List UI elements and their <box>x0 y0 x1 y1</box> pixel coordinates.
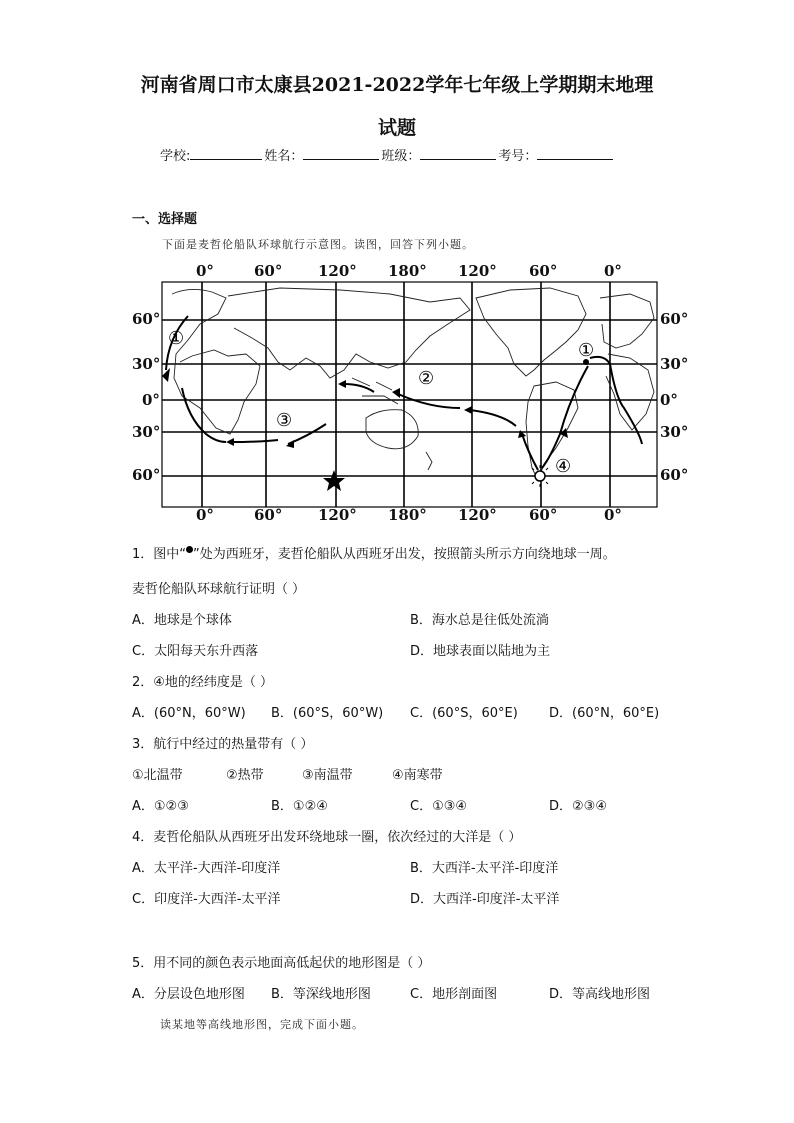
right-lat-label: 30° <box>660 423 689 441</box>
intro2-text: 读某地等高线地形图，完成下面小题。 <box>160 1018 364 1031</box>
bottom-lon-label: 120° <box>318 506 357 524</box>
name-field[interactable] <box>303 147 379 160</box>
q3-option-b[interactable]: B．①②④ <box>271 799 328 814</box>
q5-option-c[interactable]: C．地形剖面图 <box>410 987 498 1002</box>
q5-stem: 5．用不同的颜色表示地面高低起伏的地形图是（ ） <box>132 956 431 971</box>
new-zealand-coast <box>426 452 432 470</box>
marker-2: ② <box>418 368 435 389</box>
q1-stem-a: 1．图中“ <box>132 547 187 562</box>
q1-option-c[interactable]: C．太阳每天东升西落 <box>132 644 259 659</box>
right-lat-label: 0° <box>660 391 678 409</box>
left-lat-label: 30° <box>132 355 161 373</box>
bottom-lon-label: 60° <box>254 506 283 524</box>
bottom-lon-label: 60° <box>529 506 558 524</box>
top-lon-label: 0° <box>196 262 214 280</box>
q4-option-a[interactable]: A．太平洋-大西洋-印度洋 <box>132 861 281 876</box>
marker-4: ④ <box>555 456 572 477</box>
arrowhead <box>338 380 346 388</box>
star-marker <box>323 470 345 491</box>
bottom-lon-label: 0° <box>196 506 214 524</box>
africa-europe-coast <box>172 289 260 434</box>
spain-dot-icon <box>186 546 193 553</box>
q1-option-a[interactable]: A．地球是个球体 <box>132 613 232 628</box>
route-segment <box>470 410 516 426</box>
arrowhead <box>226 438 234 446</box>
arrowhead <box>286 440 294 448</box>
q1-option-b[interactable]: B．海水总是往低处流淌 <box>410 613 549 628</box>
q3-zone: ④南寒带 <box>392 768 443 783</box>
q2-stem: 2．④地的经纬度是（ ） <box>132 675 274 690</box>
q3-stem: 3．航行中经过的热量带有（ ） <box>132 737 314 752</box>
meridian-lines <box>202 282 610 507</box>
intro-text: 下面是麦哲伦船队环球航行示意图。读图，回答下列小题。 <box>162 238 474 251</box>
doc-title-line1: 河南省周口市太康县2021-2022学年七年级上学期期末地理 <box>140 74 654 96</box>
marker-3: ③ <box>276 410 293 431</box>
q4-stem: 4．麦哲伦船队从西班牙出发环绕地球一圈，依次经过的大洋是（ ） <box>132 830 522 845</box>
arrowhead <box>464 406 472 414</box>
right-lat-label: 60° <box>660 466 689 484</box>
left-lat-label: 60° <box>132 466 161 484</box>
q2-option-a[interactable]: A．(60°N，60°W) <box>132 706 246 721</box>
q4-option-d[interactable]: D．大西洋-印度洋-太平洋 <box>410 892 560 907</box>
q3-option-a[interactable]: A．①②③ <box>132 799 189 814</box>
top-lon-label: 60° <box>529 262 558 280</box>
marker-1-left: ① <box>168 328 185 349</box>
right-lat-label: 60° <box>660 310 689 328</box>
section-heading: 一、选择题 <box>132 212 198 227</box>
name-label: 姓名： <box>264 149 304 164</box>
arrowhead <box>162 368 170 382</box>
continent-outlines <box>172 288 654 480</box>
q1-option-d[interactable]: D．地球表面以陆地为主 <box>410 644 551 659</box>
class-label: 班级： <box>381 149 421 164</box>
q2-option-b[interactable]: B．(60°S，60°W) <box>271 706 384 721</box>
bottom-lon-label: 120° <box>458 506 497 524</box>
doc-title-line2: 试题 <box>377 117 416 139</box>
arrowhead <box>392 388 400 398</box>
top-lon-label: 180° <box>388 262 427 280</box>
top-lon-label: 60° <box>254 262 283 280</box>
magellan-route-map <box>130 258 689 530</box>
left-lat-label: 0° <box>142 391 160 409</box>
top-lon-label: 0° <box>604 262 622 280</box>
q4-option-c[interactable]: C．印度洋-大西洋-太平洋 <box>132 892 281 907</box>
route-segment <box>182 388 226 442</box>
class-field[interactable] <box>420 147 496 160</box>
q3-option-d[interactable]: D．②③④ <box>549 799 607 814</box>
route-segment <box>344 384 374 392</box>
left-lat-label: 60° <box>132 310 161 328</box>
school-label: 学校: <box>160 149 191 164</box>
route-arrowheads <box>162 368 568 448</box>
q1-stem <box>132 543 616 562</box>
map-frame <box>162 282 657 507</box>
q1-stem-b: ”处为西班牙，麦哲伦船队从西班牙出发，按照箭头所示方向绕地球一周。 <box>193 547 616 562</box>
q3-zone: ①北温带 <box>132 768 183 783</box>
top-lon-label: 120° <box>318 262 357 280</box>
q2-option-d[interactable]: D．(60°N，60°E) <box>549 706 660 721</box>
route-segment <box>542 366 588 468</box>
left-lat-label: 30° <box>132 423 161 441</box>
q2-option-c[interactable]: C．(60°S，60°E) <box>410 706 518 721</box>
bottom-lon-label: 0° <box>604 506 622 524</box>
q1-sub: 麦哲伦船队环球航行证明（ ） <box>132 582 306 597</box>
europe-right-coast <box>600 294 654 348</box>
bottom-lon-label: 180° <box>388 506 427 524</box>
school-field[interactable] <box>190 147 262 160</box>
q3-zone: ③南温带 <box>302 768 353 783</box>
q3-option-c[interactable]: C．①③④ <box>410 799 468 814</box>
marker-1-right: ① <box>578 340 595 361</box>
student-info-line <box>160 145 615 164</box>
q5-option-b[interactable]: B．等深线地形图 <box>271 987 371 1002</box>
top-lon-label: 120° <box>458 262 497 280</box>
q4-option-b[interactable]: B．大西洋-太平洋-印度洋 <box>410 861 559 876</box>
route-segment <box>230 440 278 442</box>
number-field[interactable] <box>537 147 613 160</box>
australia-coast <box>366 410 418 449</box>
map-graphic <box>130 258 670 530</box>
route-segment <box>398 394 460 408</box>
route-segment <box>522 434 538 470</box>
q5-option-a[interactable]: A．分层设色地形图 <box>132 987 245 1002</box>
north-america-coast <box>476 288 586 376</box>
right-lat-label: 30° <box>660 355 689 373</box>
q3-zone: ②热带 <box>226 768 264 783</box>
q5-option-d[interactable]: D．等高线地形图 <box>549 987 651 1002</box>
number-label: 考号： <box>498 149 538 164</box>
